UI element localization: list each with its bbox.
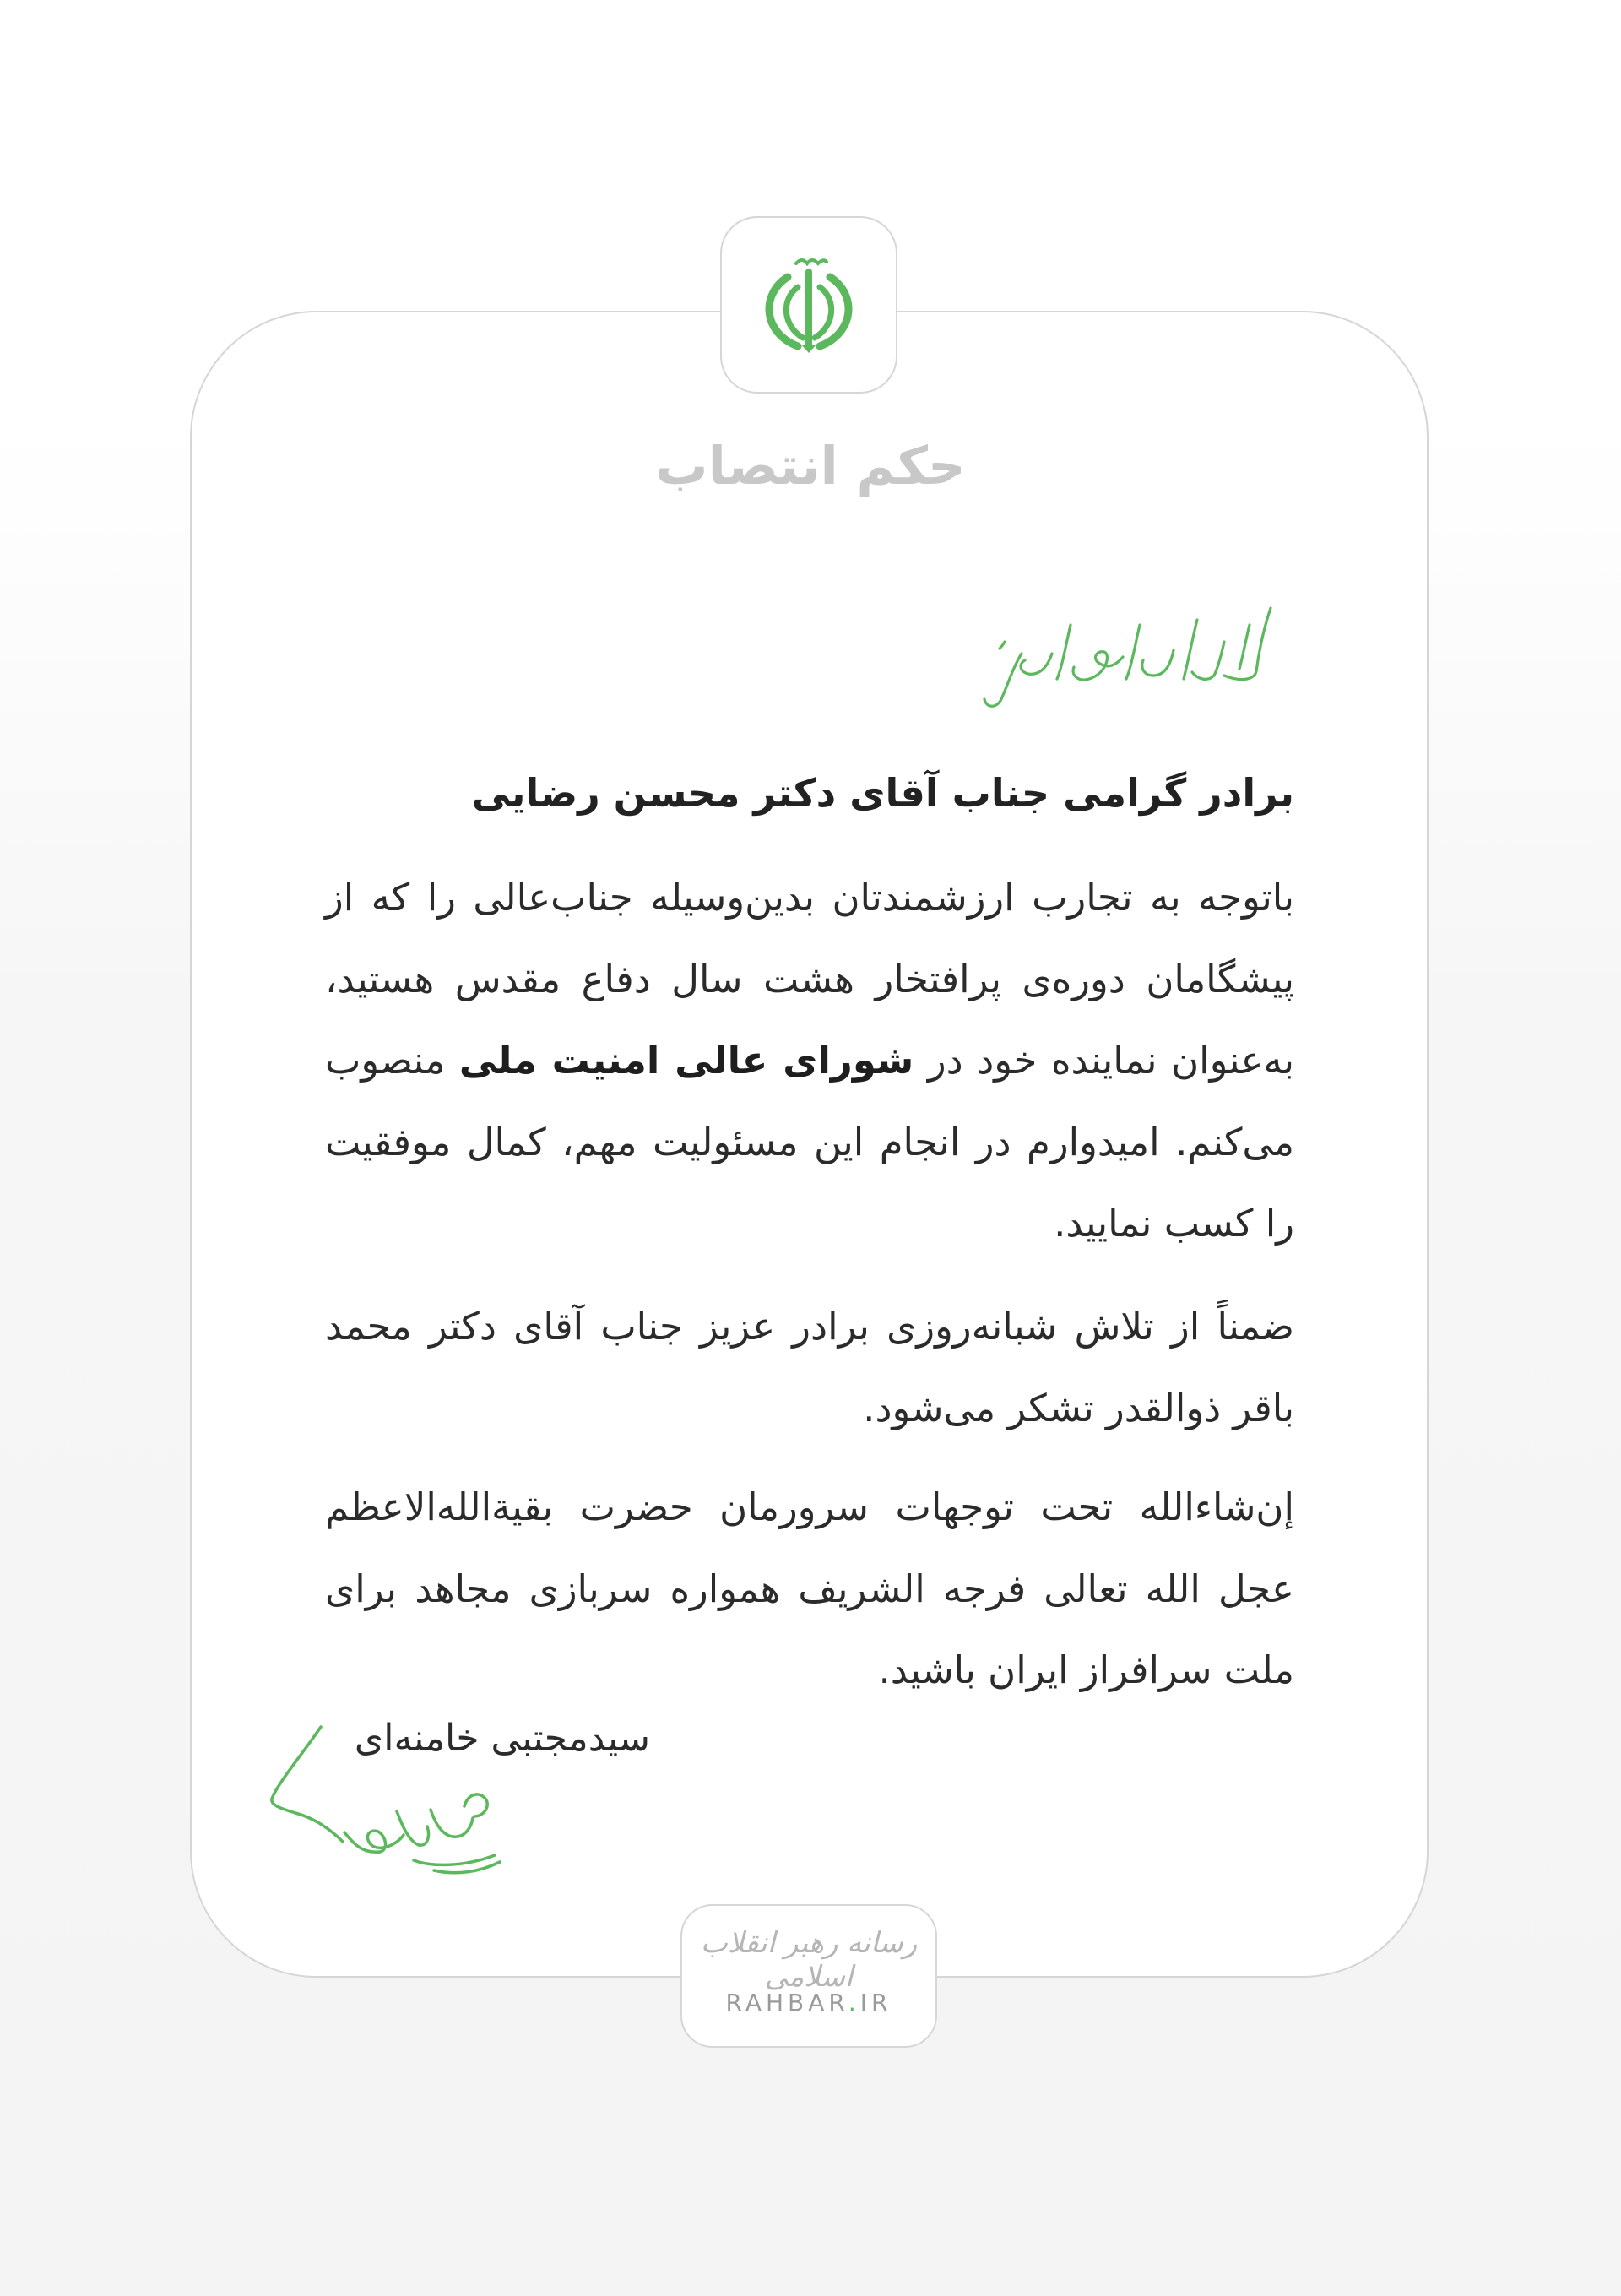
council-name: شورای عالی امنیت ملی <box>458 1038 914 1083</box>
paragraph-appointment-part1: باتوجه به تجارب ارزشمندتان بدین‌وسیله جناب‌عالی را که از پیشگامان دوره‌ی پرافتخار هشت سال دفاع مقدس هستید، به‌عنوان نماینده خود در <box>325 875 1294 1083</box>
footer-logo-latin <box>682 1989 935 2016</box>
signature-icon <box>262 1718 507 1879</box>
paragraph-appointment <box>325 857 1294 1265</box>
emblem-badge <box>720 216 897 394</box>
salutation: برادر گرامی جناب آقای دکتر محسن رضایی <box>471 770 1294 816</box>
paragraph-prayer: إن‌شاءالله تحت توجهات سرورمان حضرت بقیةالله‌الاعظم عجل الله تعالی فرجه الشریف همواره سربازی مجاهد برای ملت سرافراز ایران باشید. <box>325 1485 1294 1692</box>
footer-logo-dot: . <box>848 1989 860 2016</box>
footer-logo-badge <box>680 1904 937 2048</box>
signer-name: سیدمجتبی خامنه‌ای <box>354 1717 650 1760</box>
page-title: حکم انتصاب <box>655 435 966 497</box>
footer-logo-main: RAHBAR <box>725 1989 848 2016</box>
paragraph-appointment-part2: منصوب می‌کنم. امیدوارم در انجام این مسئولیت مهم، کمال موفقیت را کسب نمایید. <box>325 1038 1294 1246</box>
footer-logo-tld: IR <box>859 1989 892 2016</box>
footer-logo-persian: رسانه رهبر انقلاب اسلامی <box>700 1926 918 1994</box>
paragraph-thanks: ضمناً از تلاش شبانه‌روزی برادر عزیز جناب آقای دکتر محمد باقر ذوالقدر تشکر می‌شود. <box>325 1304 1294 1430</box>
iran-emblem-icon <box>754 250 864 360</box>
